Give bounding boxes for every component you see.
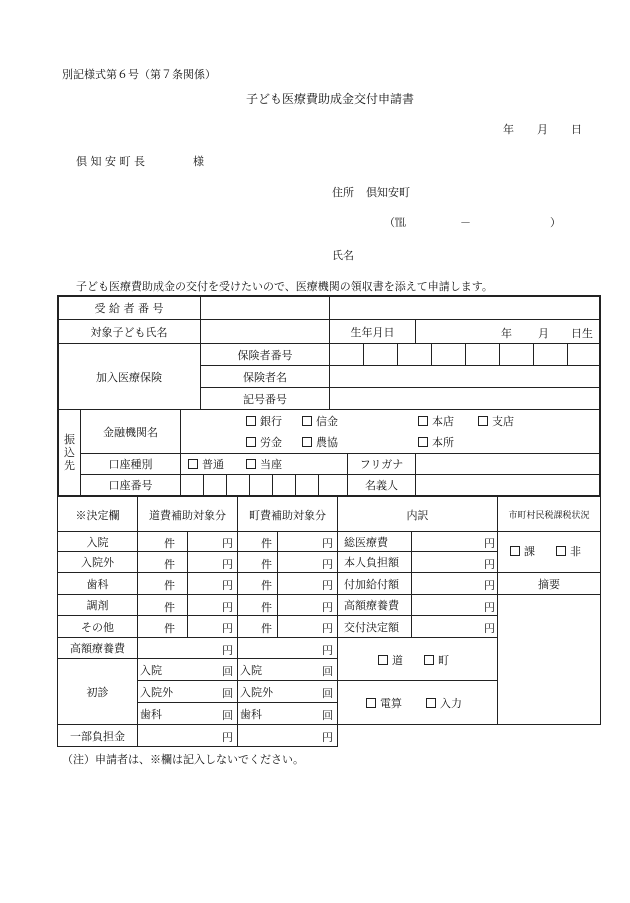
machi-option[interactable]: 町: [424, 653, 449, 667]
town-ken-unit: 件: [261, 601, 272, 614]
pref-yen-unit: 円: [222, 537, 233, 550]
date-day-label: 日: [571, 123, 582, 136]
birth-date-label: 生年月日: [350, 325, 395, 339]
symbol-number-label: 記号番号: [243, 392, 287, 406]
pref-yen-unit: 円: [222, 601, 233, 614]
nontaxed-option[interactable]: 非: [556, 544, 581, 558]
account-number-label: 口座番号: [108, 479, 153, 492]
page-title: 子ども医療費助成金交付申請書: [246, 92, 415, 106]
tel-open: （℡: [384, 216, 406, 229]
date-month-label: 月: [537, 123, 548, 136]
pref-ken-unit: 件: [164, 622, 175, 635]
initial-pref-kai-unit: 回: [222, 665, 233, 678]
branch-option[interactable]: 支店: [478, 414, 514, 428]
initial-pref-outpatient: 入院外: [140, 685, 173, 699]
breakdown-yen-unit: 円: [484, 558, 495, 571]
nyuryoku-option[interactable]: 入力: [426, 696, 462, 710]
initial-pref-kai-unit: 回: [222, 709, 233, 722]
pref-ken-unit: 件: [164, 579, 175, 592]
nokyo-option[interactable]: 農協: [302, 435, 338, 449]
shinkin-option[interactable]: 信金: [302, 414, 338, 428]
partial-pref-yen-unit: 円: [222, 731, 233, 744]
recipient-number-label: 受 給 者 番 号: [94, 301, 164, 315]
partial-burden-label: 一部負担金: [70, 729, 125, 743]
town-ken-unit: 件: [261, 579, 272, 592]
pref-ken-unit: 件: [164, 558, 175, 571]
summary-label: 摘要: [538, 577, 560, 591]
main-office-checkbox-icon[interactable]: [418, 437, 428, 447]
addressee: 倶 知 安 町 長: [76, 155, 145, 168]
birth-year-label: 年: [501, 327, 512, 340]
address-value: 倶知安町: [366, 186, 410, 199]
partial-town-yen-unit: 円: [322, 731, 333, 744]
town-ken-unit: 件: [261, 537, 272, 550]
decision-label: ※決定欄: [75, 508, 120, 522]
town-ken-unit: 件: [261, 622, 272, 635]
insurer-number-label: 保険者番号: [237, 348, 293, 362]
bank-option[interactable]: 銀行: [246, 414, 282, 428]
intro-text: 子ども医療費助成金の交付を受けたいので、医療機関の領収書を添えて申請します。: [76, 280, 493, 293]
initial-pref-inpatient: 入院: [140, 663, 162, 677]
birth-month-label: 月: [538, 327, 549, 340]
rokin-checkbox-icon[interactable]: [246, 437, 256, 447]
tel-dash: －: [460, 216, 471, 229]
initial-pref-kai-unit: 回: [222, 687, 233, 700]
breakdown-additional: 付加給付額: [344, 577, 399, 591]
bank-checkbox-icon[interactable]: [246, 416, 256, 426]
breakdown-yen-unit: 円: [484, 622, 495, 635]
footer-note: （注）申請者は、※欄は記入しないでください。: [62, 753, 304, 766]
pref-ken-unit: 件: [164, 537, 175, 550]
initial-pref-dental: 歯科: [140, 707, 162, 721]
initial-town-kai-unit: 回: [322, 709, 333, 722]
tel-close: ）: [550, 216, 561, 229]
transfer-label: 振込先: [64, 433, 75, 472]
breakdown-total: 総医療費: [344, 535, 388, 549]
initial-town-kai-unit: 回: [322, 665, 333, 678]
high-cost-label: 高額療養費: [70, 642, 125, 655]
futsu-checkbox-icon[interactable]: [188, 459, 198, 469]
machi-checkbox-icon[interactable]: [424, 655, 434, 665]
breakdown-yen-unit: 円: [484, 537, 495, 550]
toza-checkbox-icon[interactable]: [246, 459, 256, 469]
insurer-name-label: 保険者名: [243, 370, 287, 384]
town-yen-unit: 円: [322, 537, 333, 550]
row-label-dental: 歯科: [86, 577, 109, 591]
row-label-other: その他: [81, 620, 114, 634]
breakdown-label: 内訳: [406, 508, 429, 522]
furigana-label: フリガナ: [359, 458, 404, 471]
date-year-label: 年: [503, 123, 514, 136]
name-label: 氏名: [332, 249, 354, 262]
pref-subsidy-label: 道費補助対象分: [149, 508, 226, 522]
initial-visit-label: 初診: [86, 685, 109, 699]
row-label-outpatient: 入院外: [81, 556, 114, 569]
high-cost-town-yen-unit: 円: [322, 644, 333, 657]
breakdown-self-pay: 本人負担額: [344, 556, 399, 569]
bank-name-label: 金融機関名: [103, 425, 158, 439]
town-yen-unit: 円: [322, 622, 333, 635]
head-office-checkbox-icon[interactable]: [418, 416, 428, 426]
pref-yen-unit: 円: [222, 558, 233, 571]
nyuryoku-checkbox-icon[interactable]: [426, 698, 436, 708]
pref-yen-unit: 円: [222, 579, 233, 592]
row-label-inpatient: 入院: [86, 535, 109, 549]
do-checkbox-icon[interactable]: [378, 655, 388, 665]
pref-yen-unit: 円: [222, 622, 233, 635]
initial-town-inpatient: 入院: [240, 663, 262, 677]
taxed-checkbox-icon[interactable]: [510, 546, 520, 556]
main-office-option[interactable]: 本所: [418, 435, 454, 449]
breakdown-yen-unit: 円: [484, 579, 495, 592]
densan-option[interactable]: 電算: [366, 696, 402, 710]
high-cost-pref-yen-unit: 円: [222, 644, 233, 657]
insurance-label: 加入医療保険: [96, 370, 162, 384]
birth-day-label: 日生: [571, 327, 593, 340]
account-type-label: 口座種別: [108, 458, 153, 471]
breakdown-yen-unit: 円: [484, 601, 495, 614]
child-name-label: 対象子ども氏名: [90, 325, 168, 339]
form-number: 別記様式第６号（第７条関係）: [62, 68, 216, 81]
taxed-option[interactable]: 課: [510, 544, 535, 558]
holder-label: 名義人: [365, 479, 398, 492]
town-ken-unit: 件: [261, 558, 272, 571]
initial-town-outpatient: 入院外: [240, 685, 273, 699]
row-label-pharmacy: 調剤: [86, 599, 109, 612]
toza-option[interactable]: 当座: [246, 457, 282, 471]
tax-status-label: 市町村民税課税状況: [508, 511, 590, 521]
town-subsidy-label: 町費補助対象分: [249, 508, 326, 522]
do-option[interactable]: 道: [378, 653, 403, 667]
rokin-option[interactable]: 労金: [246, 435, 282, 449]
town-yen-unit: 円: [322, 601, 333, 614]
nokyo-checkbox-icon[interactable]: [302, 437, 312, 447]
head-office-option[interactable]: 本店: [418, 414, 454, 428]
breakdown-decided: 交付決定額: [344, 620, 399, 634]
town-yen-unit: 円: [322, 579, 333, 592]
honorific: 様: [193, 155, 204, 168]
branch-checkbox-icon[interactable]: [478, 416, 488, 426]
initial-town-dental: 歯科: [240, 707, 262, 721]
initial-town-kai-unit: 回: [322, 687, 333, 700]
densan-checkbox-icon[interactable]: [366, 698, 376, 708]
shinkin-checkbox-icon[interactable]: [302, 416, 312, 426]
address-label: 住所: [332, 186, 354, 199]
futsu-option[interactable]: 普通: [188, 457, 224, 471]
breakdown-high-cost: 高額療養費: [344, 599, 399, 612]
pref-ken-unit: 件: [164, 601, 175, 614]
nontaxed-checkbox-icon[interactable]: [556, 546, 566, 556]
town-yen-unit: 円: [322, 558, 333, 571]
